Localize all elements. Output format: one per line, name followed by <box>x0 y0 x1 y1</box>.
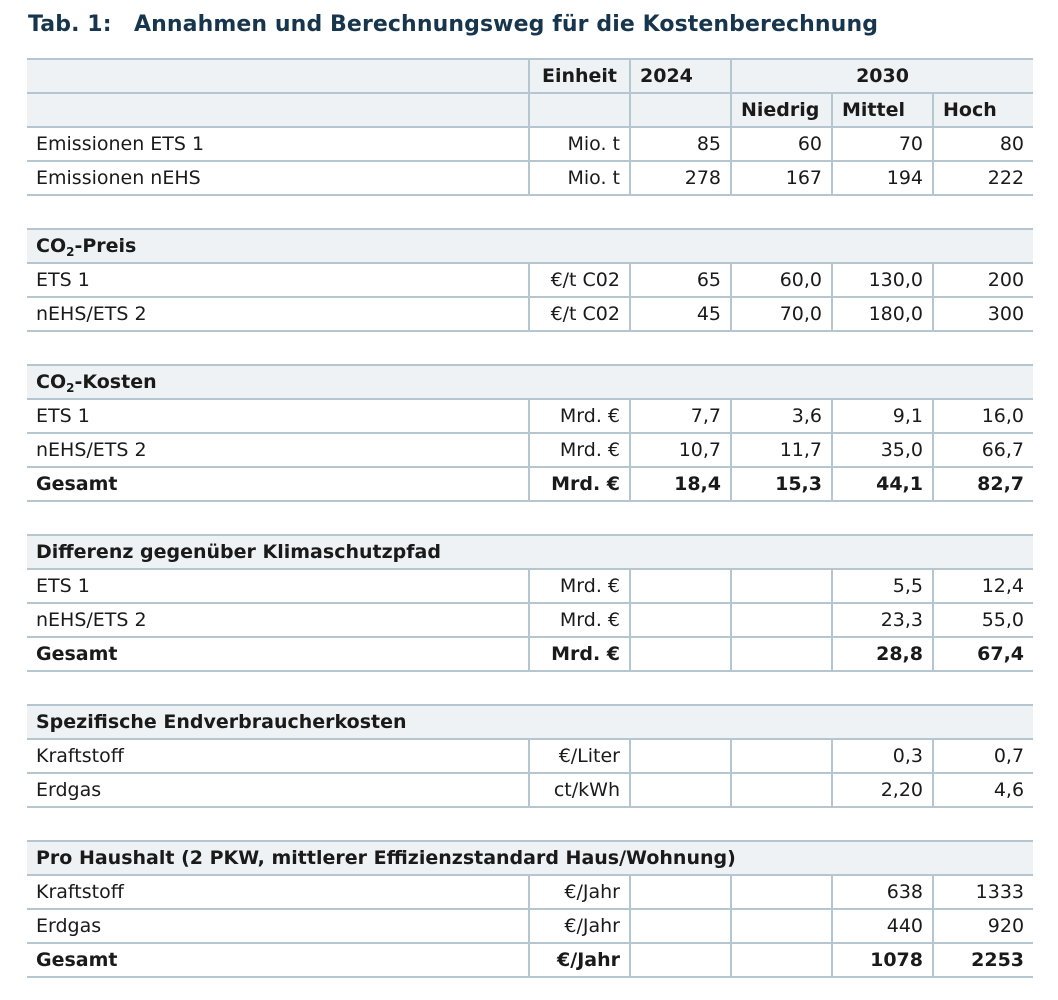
header-year-2024: 2024 <box>630 59 731 93</box>
co2-price-section <box>27 195 1033 263</box>
row-unit: Mrd. € <box>529 603 630 637</box>
section-co2-cost-subscript: 2 <box>66 381 75 395</box>
row-label: ETS 1 <box>27 569 529 603</box>
spacer-row <box>27 331 1033 365</box>
value-niedrig: 167 <box>731 161 832 195</box>
value-mittel: 28,8 <box>832 637 933 671</box>
row-unit: Mrd. € <box>529 433 630 467</box>
section-co2-cost <box>27 365 1033 399</box>
value-2024: 85 <box>630 127 731 161</box>
row-unit: €/t C02 <box>529 297 630 331</box>
table-row <box>27 297 1033 331</box>
co2-price-group <box>27 263 1033 331</box>
header-unit: Einheit <box>529 59 630 93</box>
section-row <box>27 535 1033 569</box>
row-label: Gesamt <box>27 943 529 977</box>
subheader-year-blank <box>630 93 731 127</box>
row-unit: Mrd. € <box>529 467 630 501</box>
table-caption: Annahmen und Berechnungsweg für die Kostenberechnung <box>134 12 879 37</box>
spacer <box>27 331 1033 365</box>
value-mittel: 440 <box>832 909 933 943</box>
value-2024 <box>630 569 731 603</box>
table-title <box>28 12 878 37</box>
total-row <box>27 467 1033 501</box>
value-niedrig <box>731 569 832 603</box>
total-row <box>27 637 1033 671</box>
value-2024 <box>630 603 731 637</box>
row-label: Erdgas <box>27 773 529 807</box>
value-niedrig <box>731 603 832 637</box>
value-mittel: 23,3 <box>832 603 933 637</box>
spacer <box>27 807 1033 841</box>
section-household: Pro Haushalt (2 PKW, mittlerer Effizienzstandard Haus/Wohnung) <box>27 841 1033 875</box>
value-2024 <box>630 943 731 977</box>
row-unit: Mrd. € <box>529 569 630 603</box>
value-mittel: 9,1 <box>832 399 933 433</box>
header-blank <box>27 59 529 93</box>
value-niedrig <box>731 875 832 909</box>
value-hoch: 55,0 <box>933 603 1033 637</box>
row-unit: €/Jahr <box>529 875 630 909</box>
section-row <box>27 365 1033 399</box>
spacer <box>27 501 1033 535</box>
value-mittel: 5,5 <box>832 569 933 603</box>
value-2024: 278 <box>630 161 731 195</box>
value-2024: 10,7 <box>630 433 731 467</box>
row-label: Kraftstoff <box>27 739 529 773</box>
row-label: nEHS/ETS 2 <box>27 297 529 331</box>
row-label: nEHS/ETS 2 <box>27 603 529 637</box>
value-niedrig: 60,0 <box>731 263 832 297</box>
table-row <box>27 263 1033 297</box>
row-label: Gesamt <box>27 637 529 671</box>
subheader-row <box>27 93 1033 127</box>
section-row <box>27 229 1033 263</box>
value-hoch: 4,6 <box>933 773 1033 807</box>
value-hoch: 920 <box>933 909 1033 943</box>
header-year-2030: 2030 <box>731 59 1033 93</box>
subheader-blank <box>27 93 529 127</box>
row-label: Gesamt <box>27 467 529 501</box>
value-mittel: 1078 <box>832 943 933 977</box>
specific-section <box>27 671 1033 739</box>
value-mittel: 35,0 <box>832 433 933 467</box>
total-row <box>27 943 1033 977</box>
value-hoch: 66,7 <box>933 433 1033 467</box>
spacer-row <box>27 671 1033 705</box>
value-niedrig: 15,3 <box>731 467 832 501</box>
row-unit: €/t C02 <box>529 263 630 297</box>
value-mittel: 44,1 <box>832 467 933 501</box>
section-co2-price-prefix: CO <box>36 235 67 257</box>
value-hoch: 16,0 <box>933 399 1033 433</box>
value-2024: 18,4 <box>630 467 731 501</box>
subheader-unit-blank <box>529 93 630 127</box>
value-niedrig <box>731 943 832 977</box>
section-row <box>27 841 1033 875</box>
row-unit: €/Jahr <box>529 943 630 977</box>
row-label: Kraftstoff <box>27 875 529 909</box>
row-unit: Mrd. € <box>529 399 630 433</box>
value-2024 <box>630 739 731 773</box>
value-2024 <box>630 637 731 671</box>
value-niedrig: 11,7 <box>731 433 832 467</box>
row-unit: Mio. t <box>529 127 630 161</box>
header-scenario-low: Niedrig <box>731 93 832 127</box>
household-section <box>27 807 1033 875</box>
value-2024 <box>630 773 731 807</box>
section-difference: Differenz gegenüber Klimaschutzpfad <box>27 535 1033 569</box>
table-row <box>27 909 1033 943</box>
value-hoch: 80 <box>933 127 1033 161</box>
value-niedrig: 60 <box>731 127 832 161</box>
row-label: ETS 1 <box>27 263 529 297</box>
co2-cost-section <box>27 331 1033 399</box>
value-mittel: 130,0 <box>832 263 933 297</box>
row-label: nEHS/ETS 2 <box>27 433 529 467</box>
spacer-row <box>27 807 1033 841</box>
value-hoch: 2253 <box>933 943 1033 977</box>
value-niedrig <box>731 773 832 807</box>
value-2024: 65 <box>630 263 731 297</box>
household-group <box>27 875 1033 977</box>
value-niedrig <box>731 909 832 943</box>
header-scenario-mid: Mittel <box>832 93 933 127</box>
row-label: Emissionen ETS 1 <box>27 127 529 161</box>
table-row <box>27 127 1033 161</box>
cost-table <box>27 58 1033 978</box>
row-label: ETS 1 <box>27 399 529 433</box>
value-mittel: 0,3 <box>832 739 933 773</box>
value-hoch: 82,7 <box>933 467 1033 501</box>
section-specific: Spezifische Endverbraucherkosten <box>27 705 1033 739</box>
spacer-row <box>27 195 1033 229</box>
row-unit: ct/kWh <box>529 773 630 807</box>
section-co2-cost-suffix: -Kosten <box>74 371 157 393</box>
value-niedrig <box>731 739 832 773</box>
spacer <box>27 195 1033 229</box>
section-co2-price-suffix: -Preis <box>74 235 137 257</box>
spacer <box>27 671 1033 705</box>
table-row <box>27 875 1033 909</box>
value-hoch: 12,4 <box>933 569 1033 603</box>
emissions-group <box>27 127 1033 195</box>
value-2024: 45 <box>630 297 731 331</box>
spacer-row <box>27 501 1033 535</box>
row-unit: Mio. t <box>529 161 630 195</box>
value-hoch: 222 <box>933 161 1033 195</box>
value-hoch: 300 <box>933 297 1033 331</box>
table-row <box>27 569 1033 603</box>
row-label: Erdgas <box>27 909 529 943</box>
difference-group <box>27 569 1033 671</box>
difference-section <box>27 501 1033 569</box>
specific-group <box>27 739 1033 807</box>
table-row <box>27 773 1033 807</box>
value-mittel: 180,0 <box>832 297 933 331</box>
value-mittel: 2,20 <box>832 773 933 807</box>
table-number: Tab. 1: <box>28 12 112 37</box>
value-mittel: 70 <box>832 127 933 161</box>
value-niedrig: 70,0 <box>731 297 832 331</box>
value-niedrig <box>731 637 832 671</box>
header-row <box>27 59 1033 93</box>
table-row <box>27 433 1033 467</box>
row-unit: €/Liter <box>529 739 630 773</box>
table-row <box>27 739 1033 773</box>
section-co2-price-subscript: 2 <box>66 245 75 259</box>
table-row <box>27 161 1033 195</box>
value-hoch: 67,4 <box>933 637 1033 671</box>
value-hoch: 1333 <box>933 875 1033 909</box>
row-label: Emissionen nEHS <box>27 161 529 195</box>
value-niedrig: 3,6 <box>731 399 832 433</box>
value-2024 <box>630 875 731 909</box>
table-row <box>27 603 1033 637</box>
header-scenario-high: Hoch <box>933 93 1033 127</box>
table-row <box>27 399 1033 433</box>
value-2024 <box>630 909 731 943</box>
co2-cost-group <box>27 399 1033 501</box>
row-unit: Mrd. € <box>529 637 630 671</box>
section-row <box>27 705 1033 739</box>
value-mittel: 194 <box>832 161 933 195</box>
value-hoch: 0,7 <box>933 739 1033 773</box>
section-co2-price <box>27 229 1033 263</box>
section-co2-cost-prefix: CO <box>36 371 67 393</box>
row-unit: €/Jahr <box>529 909 630 943</box>
value-2024: 7,7 <box>630 399 731 433</box>
value-mittel: 638 <box>832 875 933 909</box>
value-hoch: 200 <box>933 263 1033 297</box>
